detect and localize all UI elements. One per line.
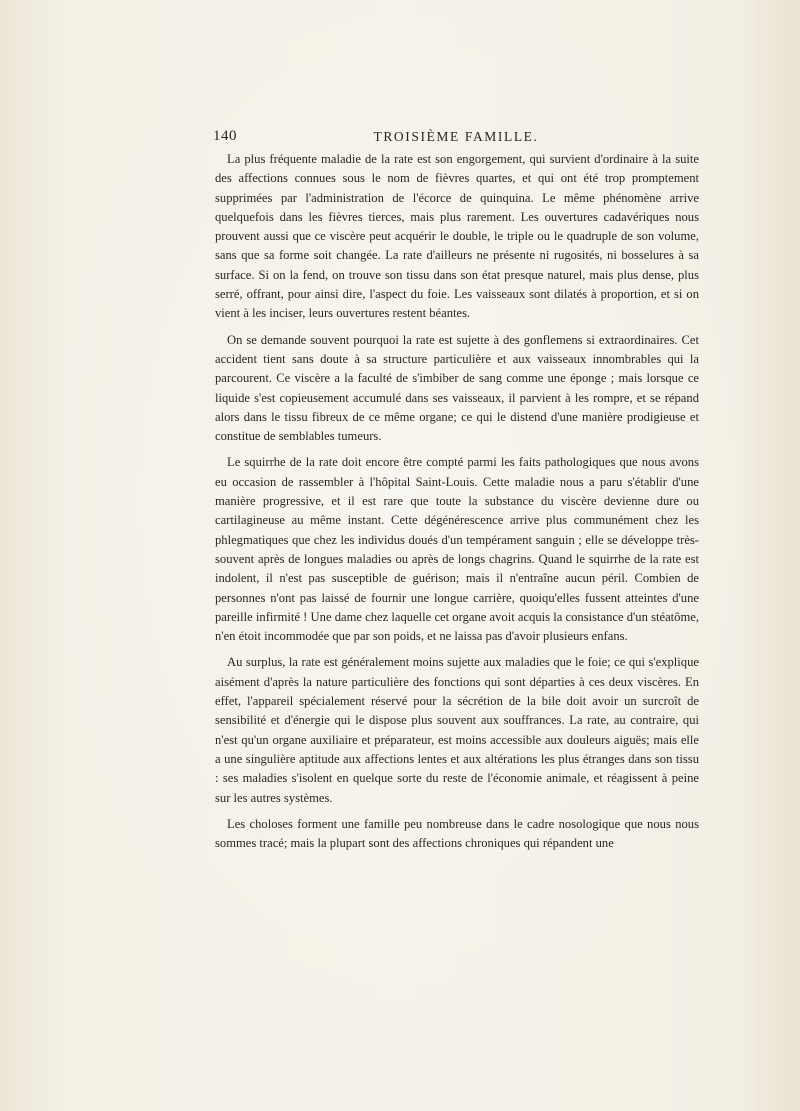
page-number: 140 xyxy=(213,128,237,144)
page-header xyxy=(213,128,699,148)
paragraph: La plus fréquente maladie de la rate est son engorgement, qui survient d'ordinaire à la suite des affections connues sous le nom de fièvres quartes, et qui ont été trop promptement supprimées par l'administration de l'écorce de quinquina. Le même phénomène arrive quelquefois dans les fièvres tierces, mais plus rarement. Les ouvertures cadavériques nous prouvent aussi que ce viscère peut acquérir le double, le triple ou le quadruple de son volume, sans que sa forme soit changée. La rate d'ailleurs ne présente ni rugosités, ni bosselures à sa surface. Si on la fend, on trouve son tissu dans son état presque naturel, mais plus dense, plus serré, offrant, pour ainsi dire, l'aspect du foie. Les vaisseaux sont dilatés à proportion, et si on vient à les inciser, leurs ouvertures restent béantes. xyxy=(215,152,699,321)
body-text xyxy=(215,150,699,860)
running-title: TROISIÈME FAMILLE. xyxy=(373,129,539,144)
paragraph: On se demande souvent pourquoi la rate est sujette à des gonflemens si extraordinaires. Cet accident tient sans doute à sa structure particulière et aux vaisseaux innombrables qui la parcourent. Ce viscère a la faculté de s'imbiber de sang comme une éponge ; mais lorsque ce liquide s'est copieusement accumulé dans ses vaisseaux, il parvient à les rompre, et se répand alors dans le tissu fibreux de ce même organe; ce qui le distend d'une manière prodigieuse et constitue de semblables tumeurs. xyxy=(215,332,699,444)
paragraph: Les choloses forment une famille peu nombreuse dans le cadre nosologique que nous nous sommes tracé; mais la plupart sont des affections chroniques qui répandent une xyxy=(215,816,699,851)
paragraph: Le squirrhe de la rate doit encore être compté parmi les faits pathologiques que nous avons eu occasion de rassembler à l'hôpital Saint-Louis. Cette maladie nous a paru s'établir d'une manière progressive, et il est rare que toute la substance du viscère devienne dure ou cartilagineuse au même instant. Cette dégénérescence arrive plus communément chez les phlegmatiques que chez les individus doués d'un tempérament sanguin ; elle se développe très-souvent après de longues maladies ou après de longs chagrins. Quand le squirrhe de la rate est indolent, il n'est pas susceptible de guérison; mais il n'entraîne aucun péril. Combien de personnes n'ont pas laissé de fournir une longue carrière, quoiqu'elles fussent atteintes d'une pareille infirmité ! Une dame chez laquelle cet organe avoit acquis la consistance d'un stéatôme, n'en étoit incommodée que par son poids, et ne laissa pas d'avoir plusieurs enfans. xyxy=(215,455,699,644)
paragraph: Au surplus, la rate est généralement moins sujette aux maladies que le foie; ce qui s'explique aisément d'après la nature particulière des fonctions qui sont départies à ces deux viscères. En effet, l'appareil spécialement réservé pour la sécrétion de la bile doit avoir un surcroît de sensibilité et d'énergie qui le dispose plus souvent aux souffrances. La rate, au contraire, qui n'est qu'un organe auxiliaire et préparateur, est moins accessible aux douleurs aiguës; mais elle a une singulière aptitude aux affections lentes et aux altérations les plus étranges dans son tissu : ses maladies s'isolent en quelque sorte du reste de l'économie animale, et réagissent à peine sur les autres systèmes. xyxy=(215,655,699,805)
